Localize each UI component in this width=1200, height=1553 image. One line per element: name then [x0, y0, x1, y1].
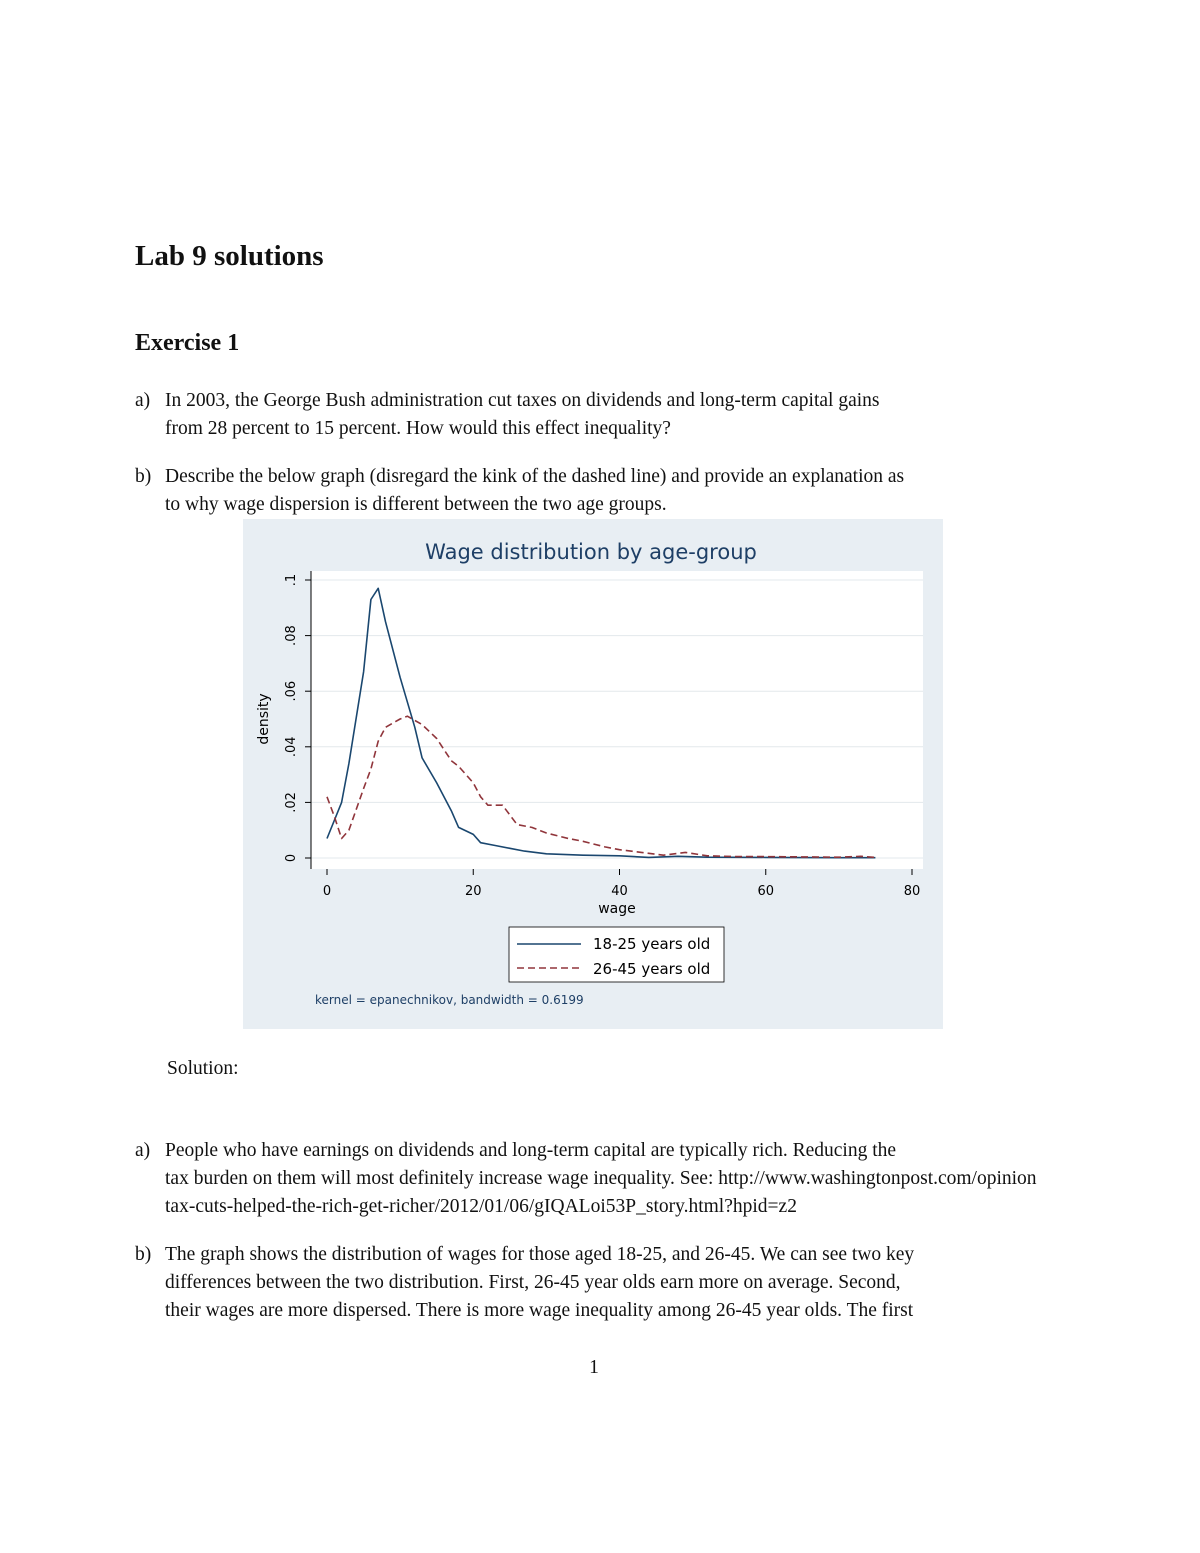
- question-b-text: Describe the below graph (disregard the kink of the dashed line) and provide an explanation as to why wage dispersion is different between the two age groups.: [165, 466, 905, 515]
- question-a-text: In 2003, the George Bush administration cut taxes on dividends and long-term capital gains from 28 percent to 15 percent. How would this effect inequality?: [165, 390, 880, 439]
- legend-label-26-45: 26-45 years old: [593, 960, 711, 978]
- x-ticks: [323, 869, 920, 899]
- y-ticks: [284, 574, 311, 862]
- question-b-label: b): [135, 466, 152, 487]
- answer-a-text: People who have earnings on dividends and long-term capital are typically rich. Reducing the tax burden on them will most definitely increase wage inequality. See: http://www.washingtonpost.com/opinion tax-cuts-helped-the-rich-get-richer/2012/01/06/gIQALoi53P_story.html?hpid=z2: [165, 1140, 1037, 1217]
- y-axis-label: density: [256, 693, 272, 745]
- legend-label-18-25: 18-25 years old: [593, 935, 711, 953]
- x-tick-label: 40: [611, 884, 628, 899]
- x-tick-label: 0: [322, 884, 332, 899]
- x-tick-label: 60: [757, 884, 775, 899]
- chart-title: Wage distribution by age-group: [425, 540, 757, 564]
- wage-distribution-chart: [243, 519, 943, 1029]
- exercise-heading: Exercise 1: [135, 330, 240, 356]
- y-tick-label: .1: [284, 573, 299, 587]
- page-title: Lab 9 solutions: [135, 240, 324, 272]
- solution-label: Solution:: [167, 1058, 239, 1079]
- answer-b-text: The graph shows the distribution of wages for those aged 18-25, and 26-45. We can see two key differences between the two distribution. First, 26-45 year olds earn more on average. Second, their wages are more dispersed. There is more wage inequality among 26-45 year olds. The first: [165, 1244, 915, 1321]
- question-a-label: a): [135, 390, 151, 411]
- page-number: 1: [589, 1357, 599, 1378]
- y-tick-label: .04: [284, 736, 299, 758]
- x-axis-label: wage: [598, 901, 636, 917]
- y-tick-label: .06: [284, 680, 299, 702]
- y-tick-label: 0: [284, 853, 299, 863]
- answer-a-label: a): [135, 1140, 151, 1161]
- x-tick-label: 80: [903, 884, 921, 899]
- y-tick-label: .08: [284, 625, 299, 646]
- chart-svg: [243, 519, 943, 1029]
- answer-b-label: b): [135, 1244, 152, 1265]
- x-tick-label: 20: [464, 884, 482, 899]
- plot-area: [311, 571, 923, 869]
- chart-note: kernel = epanechnikov, bandwidth = 0.6199: [315, 993, 584, 1007]
- y-tick-label: .02: [284, 792, 299, 813]
